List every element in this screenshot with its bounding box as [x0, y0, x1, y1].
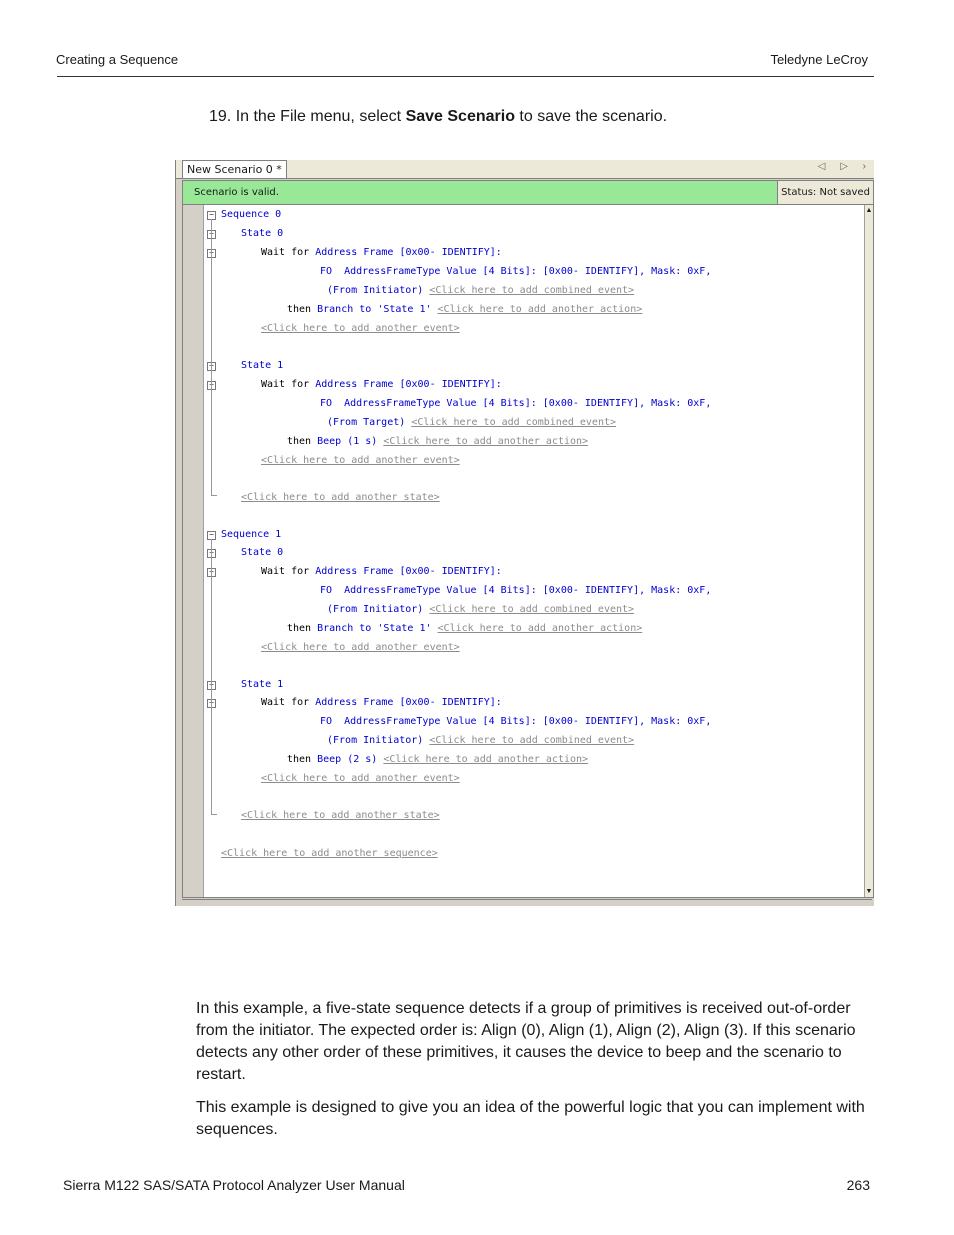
vertical-scrollbar[interactable] [864, 205, 873, 897]
running-header-section: Creating a Sequence [56, 52, 179, 67]
step-instruction [209, 108, 667, 126]
tab-nav-arrows[interactable]: ◁ ▷ › [817, 161, 872, 172]
collapse-toggle-icon[interactable]: − [207, 381, 216, 390]
code-line [241, 810, 440, 822]
code-line [261, 566, 502, 578]
footer-manual-title: Sierra M122 SAS/SATA Protocol Analyzer User Manual [63, 1177, 405, 1193]
code-keyword[interactable]: Sequence 1 [221, 529, 282, 540]
scenario-editor[interactable] [182, 204, 874, 898]
step-text-pre: In the File menu, select [231, 108, 406, 125]
code-line [261, 642, 460, 654]
add-item-link[interactable]: <Click here to add another state> [241, 492, 440, 503]
collapse-toggle-icon[interactable]: − [207, 249, 216, 258]
code-line [221, 209, 281, 221]
code-line [261, 247, 502, 259]
collapse-toggle-icon[interactable]: − [207, 230, 216, 239]
collapse-toggle-icon[interactable]: − [207, 681, 216, 690]
body-paragraph-1: In this example, a five-state sequence detects if a group of primitives is received out-of-order from the initiator. The expected order is: Align (0), Align (1), Align (2), Align (3). If this scenario detects any other order of these primitives, it causes the device to beep and the scenario to restart. [196, 1000, 856, 1083]
code-keyword[interactable]: State 1 [241, 679, 284, 690]
collapse-toggle-icon[interactable]: − [207, 568, 216, 577]
add-item-link[interactable]: <Click here to add another event> [261, 773, 460, 784]
code-text: then [287, 623, 318, 634]
code-line [320, 398, 711, 410]
code-line [241, 360, 283, 372]
code-text: then [287, 754, 318, 765]
code-line [287, 436, 588, 448]
code-keyword[interactable]: State 0 [241, 228, 284, 239]
status-saved: Status: Not saved [777, 181, 873, 204]
collapse-toggle-icon[interactable]: − [207, 362, 216, 371]
code-keyword[interactable]: (From Initiator) [327, 735, 424, 746]
code-keyword[interactable]: Beep (2 s) [317, 754, 378, 765]
code-line [327, 604, 634, 616]
add-item-link[interactable]: <Click here to add another action> [437, 304, 643, 315]
code-keyword[interactable]: State 1 [241, 360, 284, 371]
code-line [241, 547, 283, 559]
collapse-toggle-icon[interactable]: − [207, 531, 216, 540]
footer-page-number: 263 [846, 1177, 870, 1193]
code-line [261, 697, 502, 709]
header-rule [57, 76, 874, 77]
status-row [182, 180, 874, 205]
code-keyword[interactable]: Branch to 'State 1' [317, 304, 432, 315]
add-item-link[interactable]: <Click here to add another state> [241, 810, 440, 821]
code-line [241, 492, 440, 504]
code-keyword[interactable]: FO AddressFrameType Value [4 Bits]: [0x00- IDENTIFY], Mask: 0xF, [320, 716, 712, 727]
add-item-link[interactable]: <Click here to add another action> [437, 623, 643, 634]
tree-guide-line [211, 219, 212, 495]
code-keyword[interactable]: FO AddressFrameType Value [4 Bits]: [0x00- IDENTIFY], Mask: 0xF, [320, 398, 712, 409]
code-line [327, 735, 634, 747]
code-text: Wait for [261, 566, 316, 577]
code-keyword[interactable]: (From Target) [327, 417, 406, 428]
code-line [327, 285, 634, 297]
code-text: Wait for [261, 247, 316, 258]
code-text: then [287, 436, 318, 447]
code-line [327, 417, 616, 429]
collapse-toggle-icon[interactable]: − [207, 211, 216, 220]
code-line [261, 379, 502, 391]
status-valid: Scenario is valid. [183, 181, 777, 204]
code-keyword[interactable]: Address Frame [0x00- IDENTIFY]: [315, 697, 502, 708]
code-line [241, 679, 283, 691]
scenario-window [175, 160, 874, 906]
code-keyword[interactable]: Sequence 0 [221, 209, 282, 220]
add-item-link[interactable]: <Click here to add another event> [261, 642, 460, 653]
add-item-link[interactable]: <Click here to add combined event> [429, 735, 635, 746]
code-text: Wait for [261, 379, 316, 390]
editor-gutter [183, 205, 204, 897]
scroll-up-arrow-icon[interactable]: ▲ [865, 207, 873, 214]
scroll-down-arrow-icon[interactable]: ▼ [865, 888, 873, 895]
code-line [287, 304, 642, 316]
collapse-toggle-icon[interactable]: − [207, 549, 216, 558]
code-line [320, 266, 711, 278]
add-item-link[interactable]: <Click here to add another action> [383, 436, 589, 447]
tree-guide-line [211, 539, 212, 814]
add-item-link[interactable]: <Click here to add another action> [383, 754, 589, 765]
add-item-link[interactable]: <Click here to add combined event> [429, 604, 635, 615]
code-line [261, 323, 460, 335]
step-text-post: to save the scenario. [514, 108, 668, 125]
code-line [261, 455, 460, 467]
tab-bar [176, 160, 874, 179]
horizontal-scrollbar[interactable] [182, 899, 872, 906]
code-line [320, 585, 711, 597]
step-number: 19. [209, 108, 232, 125]
tree-guide-line [211, 495, 217, 496]
code-keyword[interactable]: (From Initiator) [327, 285, 424, 296]
add-item-link[interactable]: <Click here to add another event> [261, 455, 460, 466]
add-item-link[interactable]: <Click here to add combined event> [411, 417, 617, 428]
tree-guide-line [211, 814, 217, 815]
code-text: Wait for [261, 697, 316, 708]
add-item-link[interactable]: <Click here to add another event> [261, 323, 460, 334]
code-line [287, 754, 588, 766]
code-keyword[interactable]: Address Frame [0x00- IDENTIFY]: [315, 566, 502, 577]
code-line [221, 529, 281, 541]
add-item-link[interactable]: <Click here to add another sequence> [221, 848, 438, 859]
collapse-toggle-icon[interactable]: − [207, 699, 216, 708]
tab-new-scenario[interactable]: New Scenario 0 * [182, 160, 287, 178]
code-keyword[interactable]: FO AddressFrameType Value [4 Bits]: [0x00- IDENTIFY], Mask: 0xF, [320, 266, 712, 277]
code-keyword[interactable]: Address Frame [0x00- IDENTIFY]: [315, 379, 502, 390]
running-header-brand: Teledyne LeCroy [770, 52, 868, 67]
code-keyword[interactable]: Branch to 'State 1' [317, 623, 432, 634]
step-text-bold: Save Scenario [405, 108, 515, 125]
code-keyword[interactable]: Address Frame [0x00- IDENTIFY]: [315, 247, 502, 258]
code-line [221, 848, 438, 860]
code-line [320, 716, 711, 728]
code-line [261, 773, 460, 785]
code-keyword[interactable]: FO AddressFrameType Value [4 Bits]: [0x00- IDENTIFY], Mask: 0xF, [320, 585, 712, 596]
code-text: then [287, 304, 318, 315]
add-item-link[interactable]: <Click here to add combined event> [429, 285, 635, 296]
code-line [241, 228, 283, 240]
code-keyword[interactable]: Beep (1 s) [317, 436, 378, 447]
code-keyword[interactable]: (From Initiator) [327, 604, 424, 615]
code-keyword[interactable]: State 0 [241, 547, 284, 558]
body-paragraph-2: This example is designed to give you an idea of the powerful logic that you can implement with sequences. [196, 1099, 865, 1138]
code-line [287, 623, 642, 635]
